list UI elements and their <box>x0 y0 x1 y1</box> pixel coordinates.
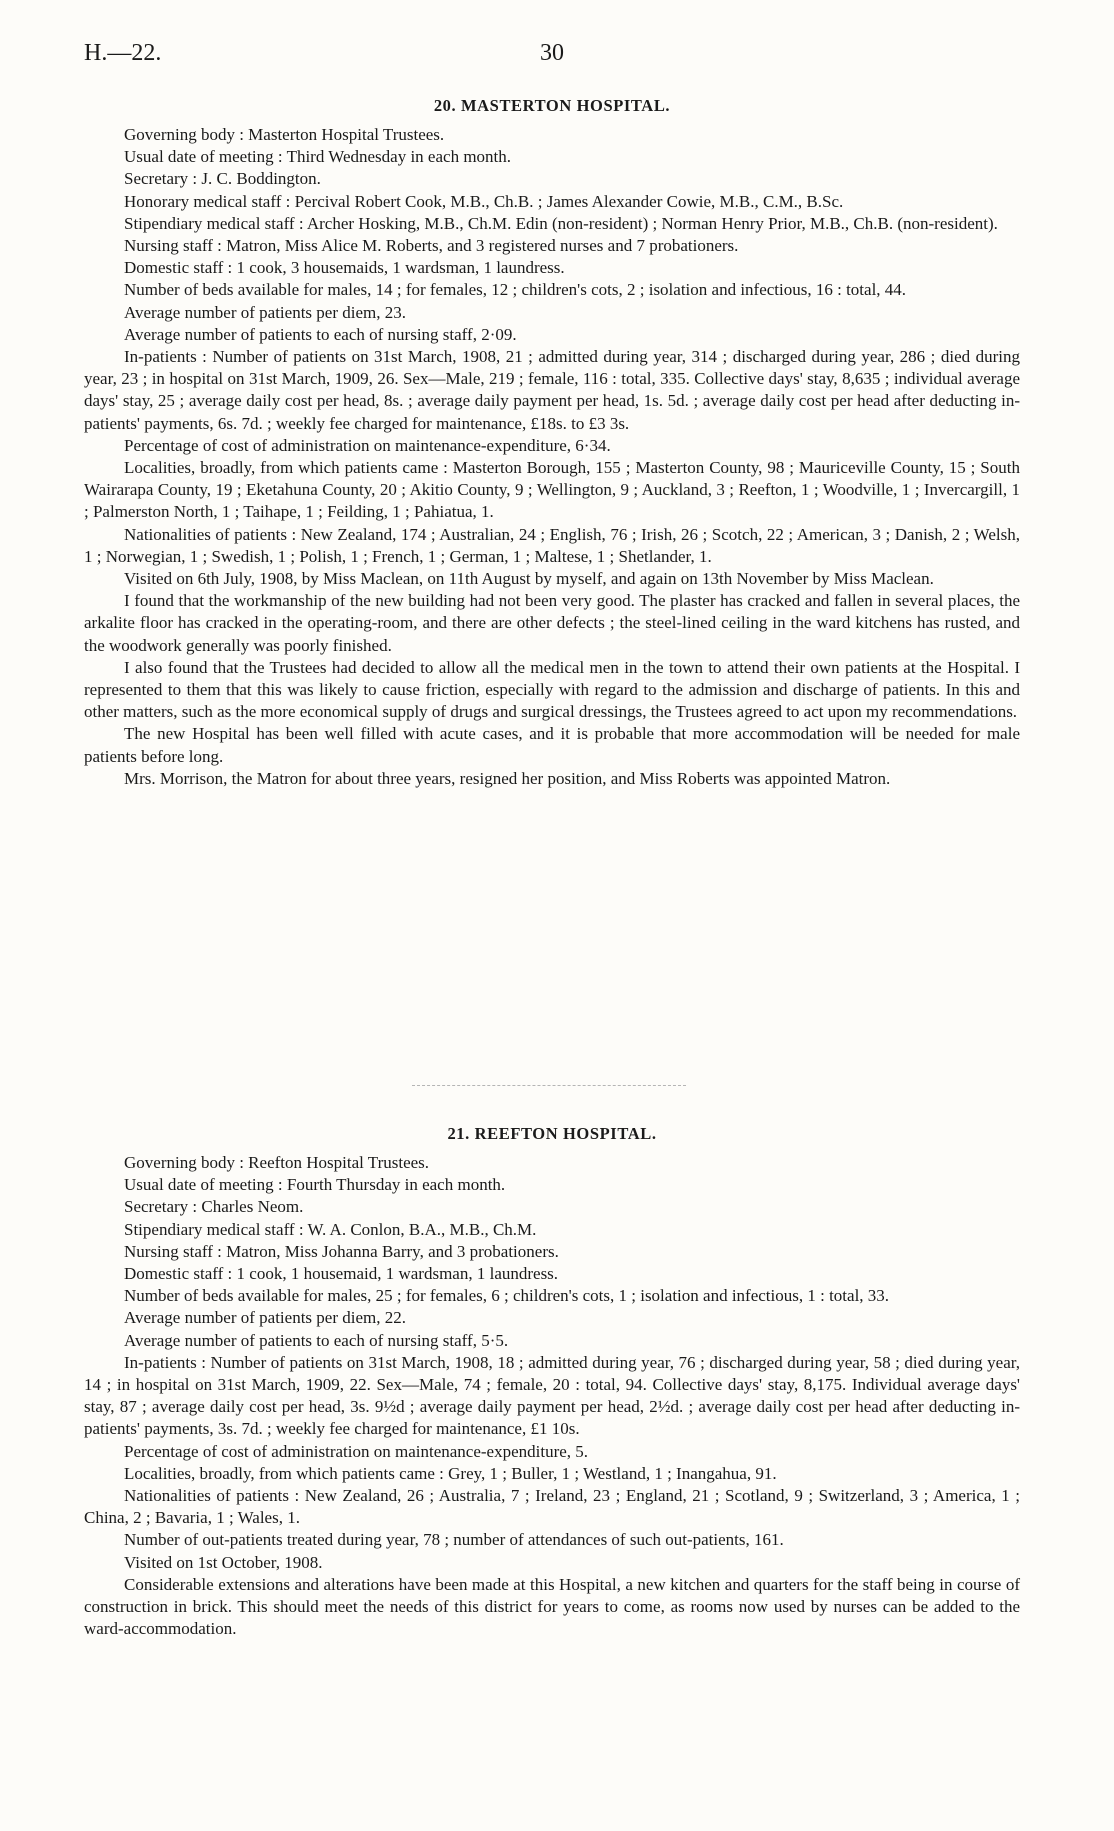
paragraph: Usual date of meeting : Third Wednesday in each month. <box>124 147 512 167</box>
paragraph: Percentage of cost of administration on maintenance-expenditure, 6·34. <box>124 435 611 455</box>
paragraph: Honorary medical staff : Percival Robert Cook, M.B., Ch.B. ; James Alexander Cowie, M.B., C.M., B.Sc. <box>124 191 844 211</box>
paragraph: In-patients : Number of patients on 31st March, 1908, 21 ; admitted during year, 314 ; discharged during year, 286 ; died during year, 23 ; in hospital on 31st March, 1909, 26. Sex—Male, 219 ; female, 116 : total, 335. Collective days' stay, 8,635 ; individual average days' stay, 25 ; average daily cost per head, 8s. ; average daily payment per head, 1s. 5d. ; average daily cost per head after deducting in-patients' payments, 6s. 7d. ; weekly fee charged for maintenance, £18s. to £3 3s. <box>84 347 1020 433</box>
paragraph: Secretary : Charles Neom. <box>124 1197 304 1217</box>
paragraph: Localities, broadly, from which patients came : Grey, 1 ; Buller, 1 ; Westland, 1 ; Inangahua, 91. <box>124 1463 777 1483</box>
paragraph: Considerable extensions and alterations have been made at this Hospital, a new kitchen and quarters for the staff being in course of construction in brick. This should meet the needs of this district for years to come, as rooms now used by nurses can be added to the ward-accommodation. <box>84 1574 1020 1639</box>
section-title: 20. MASTERTON HOSPITAL. <box>433 96 671 115</box>
paragraph: Average number of patients per diem, 22. <box>124 1308 406 1328</box>
paragraph: Stipendiary medical staff : Archer Hosking, M.B., Ch.M. Edin (non-resident) ; Norman Henry Prior, M.B., Ch.B. (non-resident). <box>124 213 998 233</box>
page-reference: H.—22. <box>84 40 162 66</box>
paragraph: Secretary : J. C. Boddington. <box>124 169 321 189</box>
paragraph: Average number of patients to each of nursing staff, 5·5. <box>124 1330 509 1350</box>
paragraph: In-patients : Number of patients on 31st March, 1908, 18 ; admitted during year, 76 ; discharged during year, 58 ; died during year, 14 ; in hospital on 31st March, 1909, 22. Sex—Male, 74 ; female, 20 : total, 94. Collective days' stay, 8,175. Individual average days' stay, 87 ; average daily cost per head, 3s. 9½d ; average daily payment per head, 2½d. ; average daily cost per head after deducting in-patients' payments, 3s. 7d. ; weekly fee charged for maintenance, £1 10s. <box>84 1352 1020 1439</box>
paragraph: Stipendiary medical staff : W. A. Conlon, B.A., M.B., Ch.M. <box>124 1219 537 1239</box>
paragraph: Percentage of cost of administration on maintenance-expenditure, 5. <box>124 1441 589 1461</box>
paragraph: Nationalities of patients : New Zealand, 26 ; Australia, 7 ; Ireland, 23 ; England, 21 ; Scotland, 9 ; Switzerland, 3 ; America, 1 ; China, 2 ; Bavaria, 1 ; Wales, 1. <box>84 1486 1020 1528</box>
paragraph: Usual date of meeting : Fourth Thursday in each month. <box>124 1175 506 1195</box>
paragraph: Nursing staff : Matron, Miss Johanna Barry, and 3 probationers. <box>124 1241 559 1261</box>
paragraph: Governing body : Masterton Hospital Trustees. <box>124 125 445 144</box>
paragraph: Localities, broadly, from which patients came : Masterton Borough, 155 ; Masterton County, 98 ; Mauriceville County, 15 ; South Wairarapa County, 19 ; Eketahuna County, 20 ; Akitio County, 9 ; Wellington, 9 ; Auckland, 3 ; Reefton, 1 ; Woodville, 1 ; Invercargill, 1 ; Palmerston North, 1 ; Taihape, 1 ; Feilding, 1 ; Pahiatua, 1. <box>84 458 1020 522</box>
section-reefton-hospital <box>84 1124 1020 1640</box>
paragraph: Visited on 1st October, 1908. <box>124 1552 323 1572</box>
paragraph: Nationalities of patients : New Zealand, 174 ; Australian, 24 ; English, 76 ; Irish, 26 ; Scotch, 22 ; American, 3 ; Danish, 2 ; Welsh, 1 ; Norwegian, 1 ; Swedish, 1 ; Polish, 1 ; French, 1 ; German, 1 ; Maltese, 1 ; Shetlander, 1. <box>84 524 1020 566</box>
page-number: 30 <box>540 40 564 66</box>
paragraph: Visited on 6th July, 1908, by Miss Maclean, on 11th August by myself, and again on 13th November by Miss Maclean. <box>124 569 934 589</box>
paragraph: I also found that the Trustees had decided to allow all the medical men in the town to attend their own patients at the Hospital. I represented to them that this was likely to cause friction, especially with regard to the admission and discharge of patients. In this and other matters, such as the more economical supply of drugs and surgical dressings, the Trustees agreed to act upon my recommendations. <box>84 657 1020 722</box>
paragraph: Mrs. Morrison, the Matron for about three years, resigned her position, and Miss Roberts was appointed Matron. <box>124 768 891 788</box>
paragraph: Domestic staff : 1 cook, 1 housemaid, 1 wardsman, 1 laundress. <box>124 1264 559 1284</box>
section-title: 21. REEFTON HOSPITAL. <box>447 1124 657 1143</box>
paragraph: The new Hospital has been well filled with acute cases, and it is probable that more accommodation will be needed for male patients before long. <box>84 724 1020 766</box>
paragraph: Governing body : Reefton Hospital Trustees. <box>124 1153 430 1172</box>
paragraph: Number of beds available for males, 25 ; for females, 6 ; children's cots, 1 ; isolation and infectious, 1 : total, 33. <box>124 1286 890 1306</box>
paragraph: Domestic staff : 1 cook, 3 housemaids, 1 wardsman, 1 laundress. <box>124 258 565 278</box>
paragraph: Number of beds available for males, 14 ; for females, 12 ; children's cots, 2 ; isolation and infectious, 16 : total, 44. <box>124 280 907 300</box>
section-divider <box>412 1085 686 1086</box>
section-masterton-hospital <box>84 96 1020 790</box>
paragraph: Average number of patients per diem, 23. <box>124 302 406 322</box>
paragraph: Nursing staff : Matron, Miss Alice M. Roberts, and 3 registered nurses and 7 probationers. <box>124 236 739 256</box>
paragraph: Average number of patients to each of nursing staff, 2·09. <box>124 324 517 344</box>
paragraph: I found that the workmanship of the new building had not been very good. The plaster has cracked and fallen in several places, the arkalite floor has cracked in the operating-room, and there are other defects ; the steel-lined ceiling in the ward kitchens has rusted, and the woodwork generally was poorly finished. <box>84 591 1020 655</box>
paragraph: Number of out-patients treated during year, 78 ; number of attendances of such out-patients, 161. <box>124 1530 784 1550</box>
